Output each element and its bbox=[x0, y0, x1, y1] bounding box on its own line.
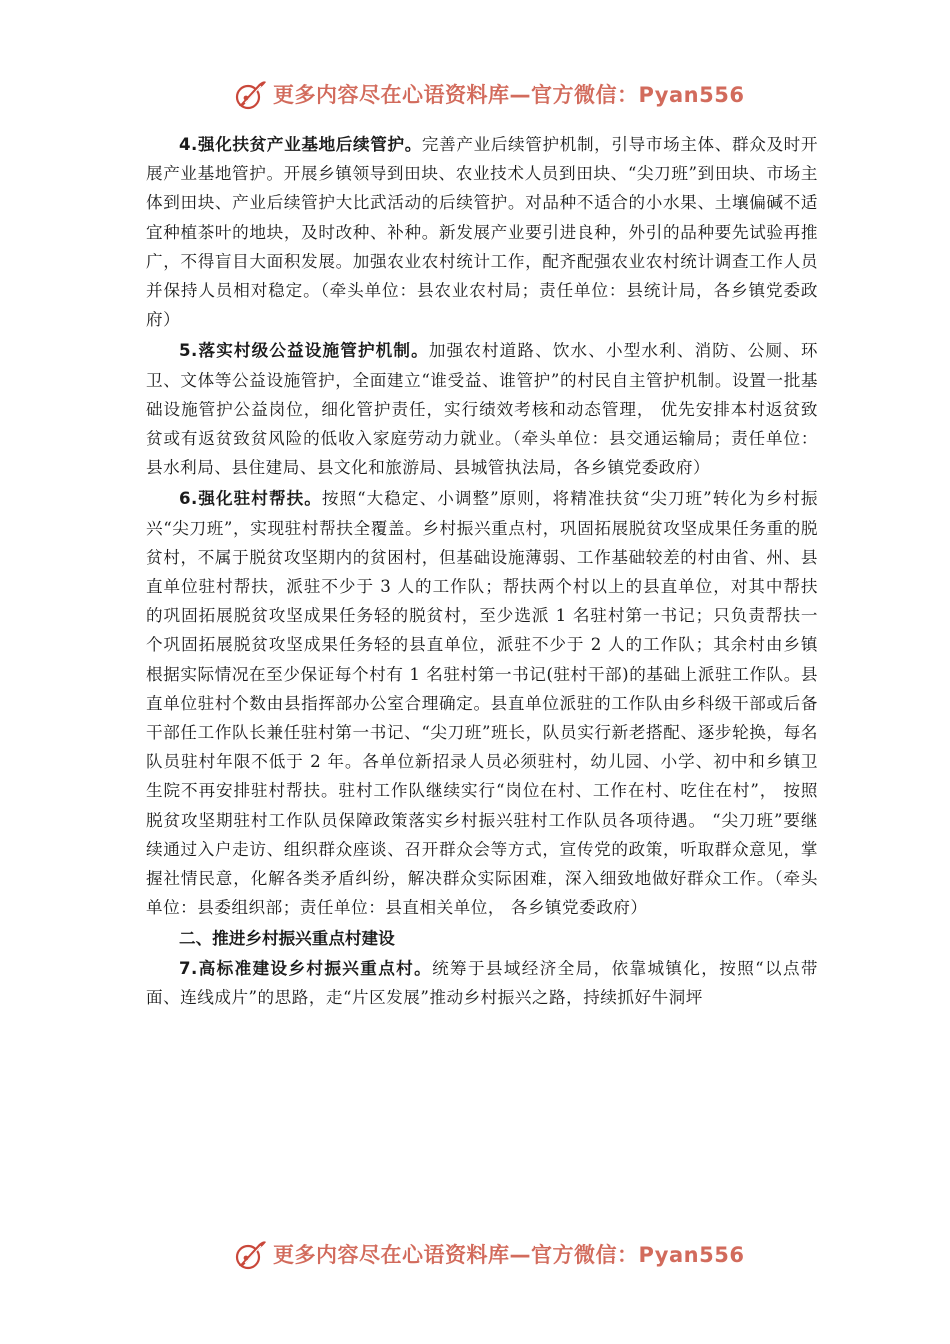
paragraph-item-7 bbox=[146, 954, 818, 1012]
watermark-header bbox=[0, 74, 950, 114]
paragraph-item-4 bbox=[146, 130, 818, 334]
paragraph-item-5 bbox=[146, 336, 818, 482]
item-7-text: 统筹于县域经济全局，依靠城镇化，按照“以点带面、连线成片”的思路，走“片区发展”推动乡村振兴之路，持续抓好牛洞坪 bbox=[146, 958, 818, 1007]
watermark-text: 更多内容尽在心语资料库—官方微信：Pyan556 bbox=[273, 1243, 745, 1267]
item-4-text: 完善产业后续管护机制，引导市场主体、群众及时开展产业基地管护。开展乡镇领导到田块、农业技术人员到田块、“尖刀班”到田块、市场主体到田块、产业后续管护大比武活动的后续管护。对品种不适合的小水果、土壤偏碱不适宜种植茶叶的地块，及时改种、补种。新发展产业要引进良种，外引的品种要先试验再推广，不得盲目大面积发展。加强农业农村统计工作，配齐配强农业农村统计调查工作人员并保持人员相对稳定。（牵头单位：县农业农村局；责任单位：县统计局，各乡镇党委政府） bbox=[146, 135, 818, 330]
watermark-text: 更多内容尽在心语资料库—官方微信：Pyan556 bbox=[273, 83, 745, 107]
item-7-heading: 7.高标准建设乡村振兴重点村。 bbox=[179, 958, 433, 978]
item-5-text: 加强农村道路、饮水、小型水利、消防、公厕、环卫、文体等公益设施管护，全面建立“谁受益、谁管护”的村民自主管护机制。设置一批基础设施管护公益岗位，细化管护责任，实行绩效考核和动态管理， 优先安排本村返贫致贫或有返贫致贫风险的低收入家庭劳动力就业。（牵头单位：县交通运输局；责任单位：县水利局、县住建局、县文化和旅游局、县城管执法局，各乡镇党委政府） bbox=[146, 341, 818, 478]
item-4-heading: 4.强化扶贫产业基地后续管护。 bbox=[179, 135, 422, 154]
paragraph-item-6 bbox=[146, 484, 818, 922]
item-6-heading: 6.强化驻村帮扶。 bbox=[179, 489, 322, 509]
item-6-text: 按照“大稳定、小调整”原则，将精准扶贫“尖刀班”转化为乡村振兴“尖刀班”，实现驻村帮扶全覆盖。乡村振兴重点村，巩固拓展脱贫攻坚成果任务重的脱贫村，不属于脱贫攻坚期内的贫困村，但基础设施薄弱、工作基础较差的村由省、州、县直单位驻村帮扶，派驻不少于 3 人的工作队；帮扶两个村以上的县直单位，对其中帮扶的巩固拓展脱贫攻坚成果任务轻的脱贫村，至少选派 1 名驻村第一书记；只负责帮扶一个巩固拓展脱贫攻坚成果任务轻的县直单位，派驻不少于 2 人的工作队；其余村由乡镇根据实际情况在至少保证每个村有 1 名驻村第一书记(驻村干部)的基础上派驻工作队。县直单位驻村个数由县指挥部办公室合理确定。县直单位派驻的工作队由乡科级干部或后备干部任工作队长兼任驻村第一书记、“尖刀班”班长，队员实行新老搭配、逐步轮换，每名队员驻村年限不低于 2 年。各单位新招录人员必须驻村，幼儿园、小学、初中和乡镇卫生院不再安排驻村帮扶。驻村工作队继续实行“岗位在村、工作在村、吃住在村”， 按照脱贫攻坚期驻村工作队员保障政策落实乡村振兴驻村工作队员各项待遇。 “尖刀班”要继续通过入户走访、组织群众座谈、召开群众会等方式，宣传党的政策，听取群众意见，掌握社情民意，化解各类矛盾纠纷，解决群众实际困难，深入细致地做好群众工作。（牵头单位：县委组织部；责任单位：县直相关单位， 各乡镇党委政府） bbox=[146, 489, 818, 918]
document-body bbox=[146, 130, 818, 1012]
watermark-footer bbox=[0, 1234, 950, 1274]
item-5-heading: 5.落实村级公益设施管护机制。 bbox=[179, 341, 429, 361]
section-heading: 二、推进乡村振兴重点村建设 bbox=[179, 929, 395, 949]
quill-logo-icon bbox=[233, 76, 269, 112]
quill-logo-icon bbox=[233, 1236, 269, 1272]
